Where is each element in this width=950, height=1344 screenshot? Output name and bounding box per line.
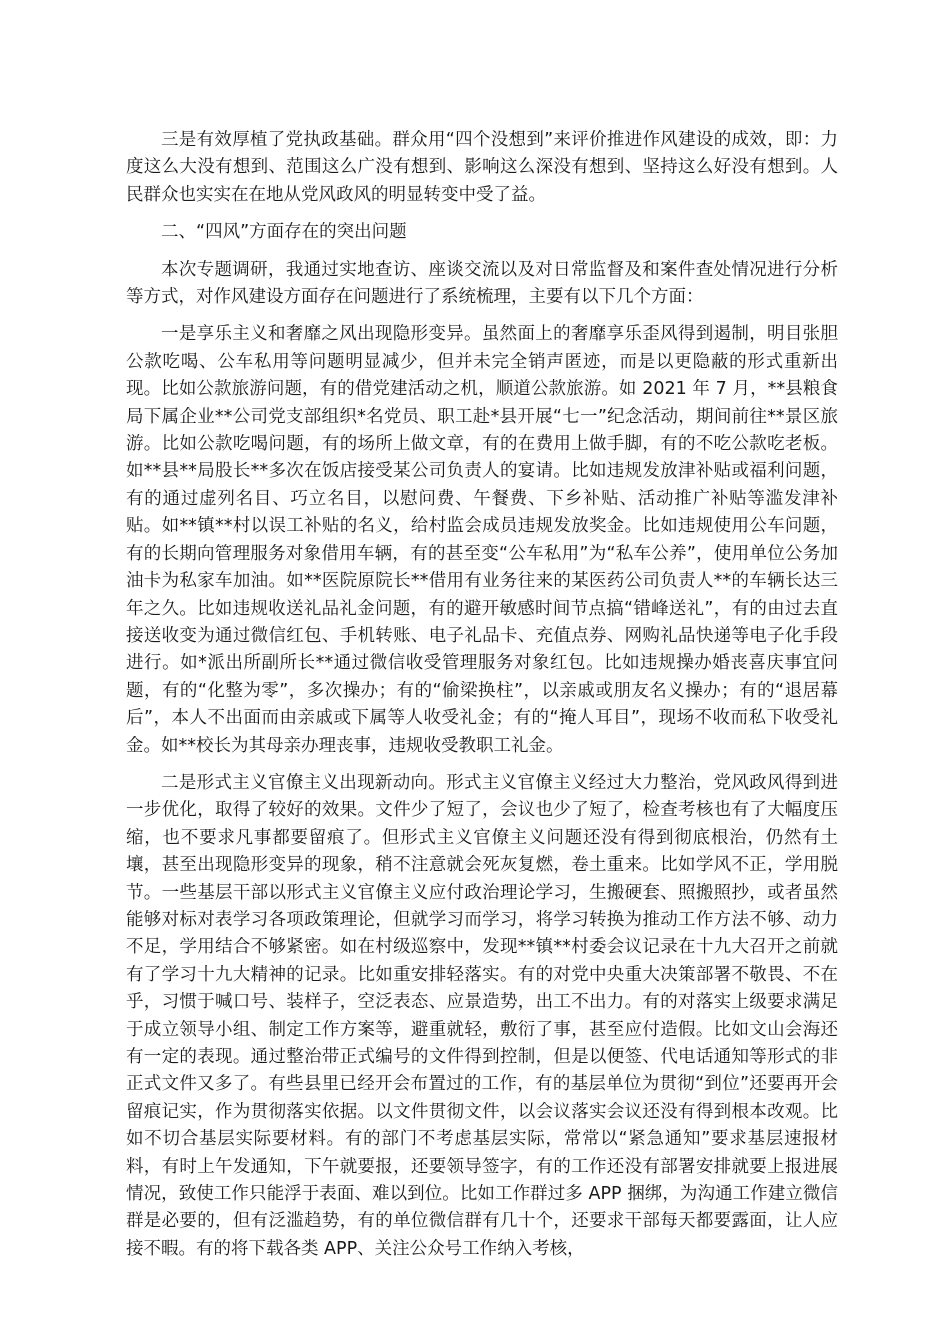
paragraph-research-intro: 本次专题调研，我通过实地查访、座谈交流以及对日常监督及和案件查处情况进行分析等方式，对作风建设方面存在问题进行了系统梳理，主要有以下几个方面： <box>126 259 838 308</box>
paragraph-hedonism-extravagance: 一是享乐主义和奢靡之风出现隐形变异。虽然面上的奢靡享乐歪风得到遏制，明目张胆公款吃喝、公车私用等问题明显减少，但并未完全销声匿迹，而是以更隐蔽的形式重新出现。比如公款旅游问题，有的借党建活动之机，顺道公款旅游。如 2021 年 7 月，**县粮食局下属企业**公司党支部组织*名党员、职工赴*县开展“七一”纪念活动，期间前往**景区旅游。比如公款吃喝问题，有的场所上做文章，有的在费用上做手脚，有的不吃公款吃老板。如**县**局股长**多次在饭店接受某公司负责人的宴请。比如违规发放津补贴或福利问题，有的通过虚列名目、巧立名目，以慰问费、午餐费、下乡补贴、活动推广补贴等滥发津补贴。如**镇**村以误工补贴的名义，给村监会成员违规发放奖金。比如违规使用公车问题，有的长期向管理服务对象借用车辆，有的甚至变“公车私用”为“私车公养”，使用单位公务加油卡为私家车加油。如**医院原院长**借用有业务往来的某医药公司负责人**的车辆长达三年之久。比如违规收送礼品礼金问题，有的避开敏感时间节点搞“错峰送礼”，有的由过去直接送收变为通过微信红包、手机转账、电子礼品卡、充值点券、网购礼品快递等电子化手段进行。如*派出所副所长**通过微信收受管理服务对象红包。比如违规操办婚丧喜庆事宜问题，有的“化整为零”，多次操办；有的“偷梁换柱”，以亲戚或朋友名义操办；有的“退居幕后”，本人不出面而由亲戚或下属等人收受礼金；有的“掩人耳目”，现场不收而私下收受礼金。如**校长为其母亲办理丧事，违规收受教职工礼金。 <box>126 324 838 756</box>
section-heading-four-winds-problems: 二、“四风”方面存在的突出问题 <box>161 222 407 243</box>
paragraph-formalism-bureaucratism: 二是形式主义官僚主义出现新动向。形式主义官僚主义经过大力整治，党风政风得到进一步优化，取得了较好的效果。文件少了短了，会议也少了短了，检查考核也有了大幅度压缩，也不要求凡事都要留痕了。但形式主义官僚主义问题还没有得到彻底根治，仍然有土壤，甚至出现隐形变异的现象，稍不注意就会死灰复燃，卷土重来。比如学风不正，学用脱节。一些基层干部以形式主义官僚主义应付政治理论学习，生搬硬套、照搬照抄，或者虽然能够对标对表学习各项政策理论，但就学习而学习，将学习转换为推动工作方法不够、动力不足，学用结合不够紧密。如在村级巡察中，发现**镇**村委会议记录在十九大召开之前就有了学习十九大精神的记录。比如重安排轻落实。有的对党中央重大决策部署不敬畏、不在乎，习惯于喊口号、装样子，空泛表态、应景造势，出工不出力。有的对落实上级要求满足于成立领导小组、制定工作方案等，避重就轻，敷衍了事，甚至应付造假。比如文山会海还有一定的表现。通过整治带正式编号的文件得到控制，但是以便签、代电话通知等形式的非正式文件又多了。有些县里已经开会布置过的工作，有的基层单位为贯彻“到位”还要再开会留痕记实，作为贯彻落实依据。以文件贯彻文件，以会议落实会议还没有得到根本改观。比如不切合基层实际要材料。有的部门不考虑基层实际，常常以“紧急通知”要求基层速报材料，有时上午发通知，下午就要报，还要领导签字，有的工作还没有部署安排就要上报进展情况，致使工作只能浮于表面、难以到位。比如工作群过多 APP 捆绑，为沟通工作建立微信群是必要的，但有泛滥趋势，有的单位微信群有几十个，还要求干部每天都要露面，让人应接不暇。有的将下载各类 APP、关注公众号工作纳入考核， <box>126 772 838 1259</box>
paragraph-third-achievement: 三是有效厚植了党执政基础。群众用“四个没想到”来评价推进作风建设的成效，即：力度这么大没有想到、范围这么广没有想到、影响这么深没有想到、坚持这么好没有想到。人民群众也实实在在地从党风政风的明显转变中受了益。 <box>126 130 838 205</box>
document-body <box>126 127 838 1273</box>
